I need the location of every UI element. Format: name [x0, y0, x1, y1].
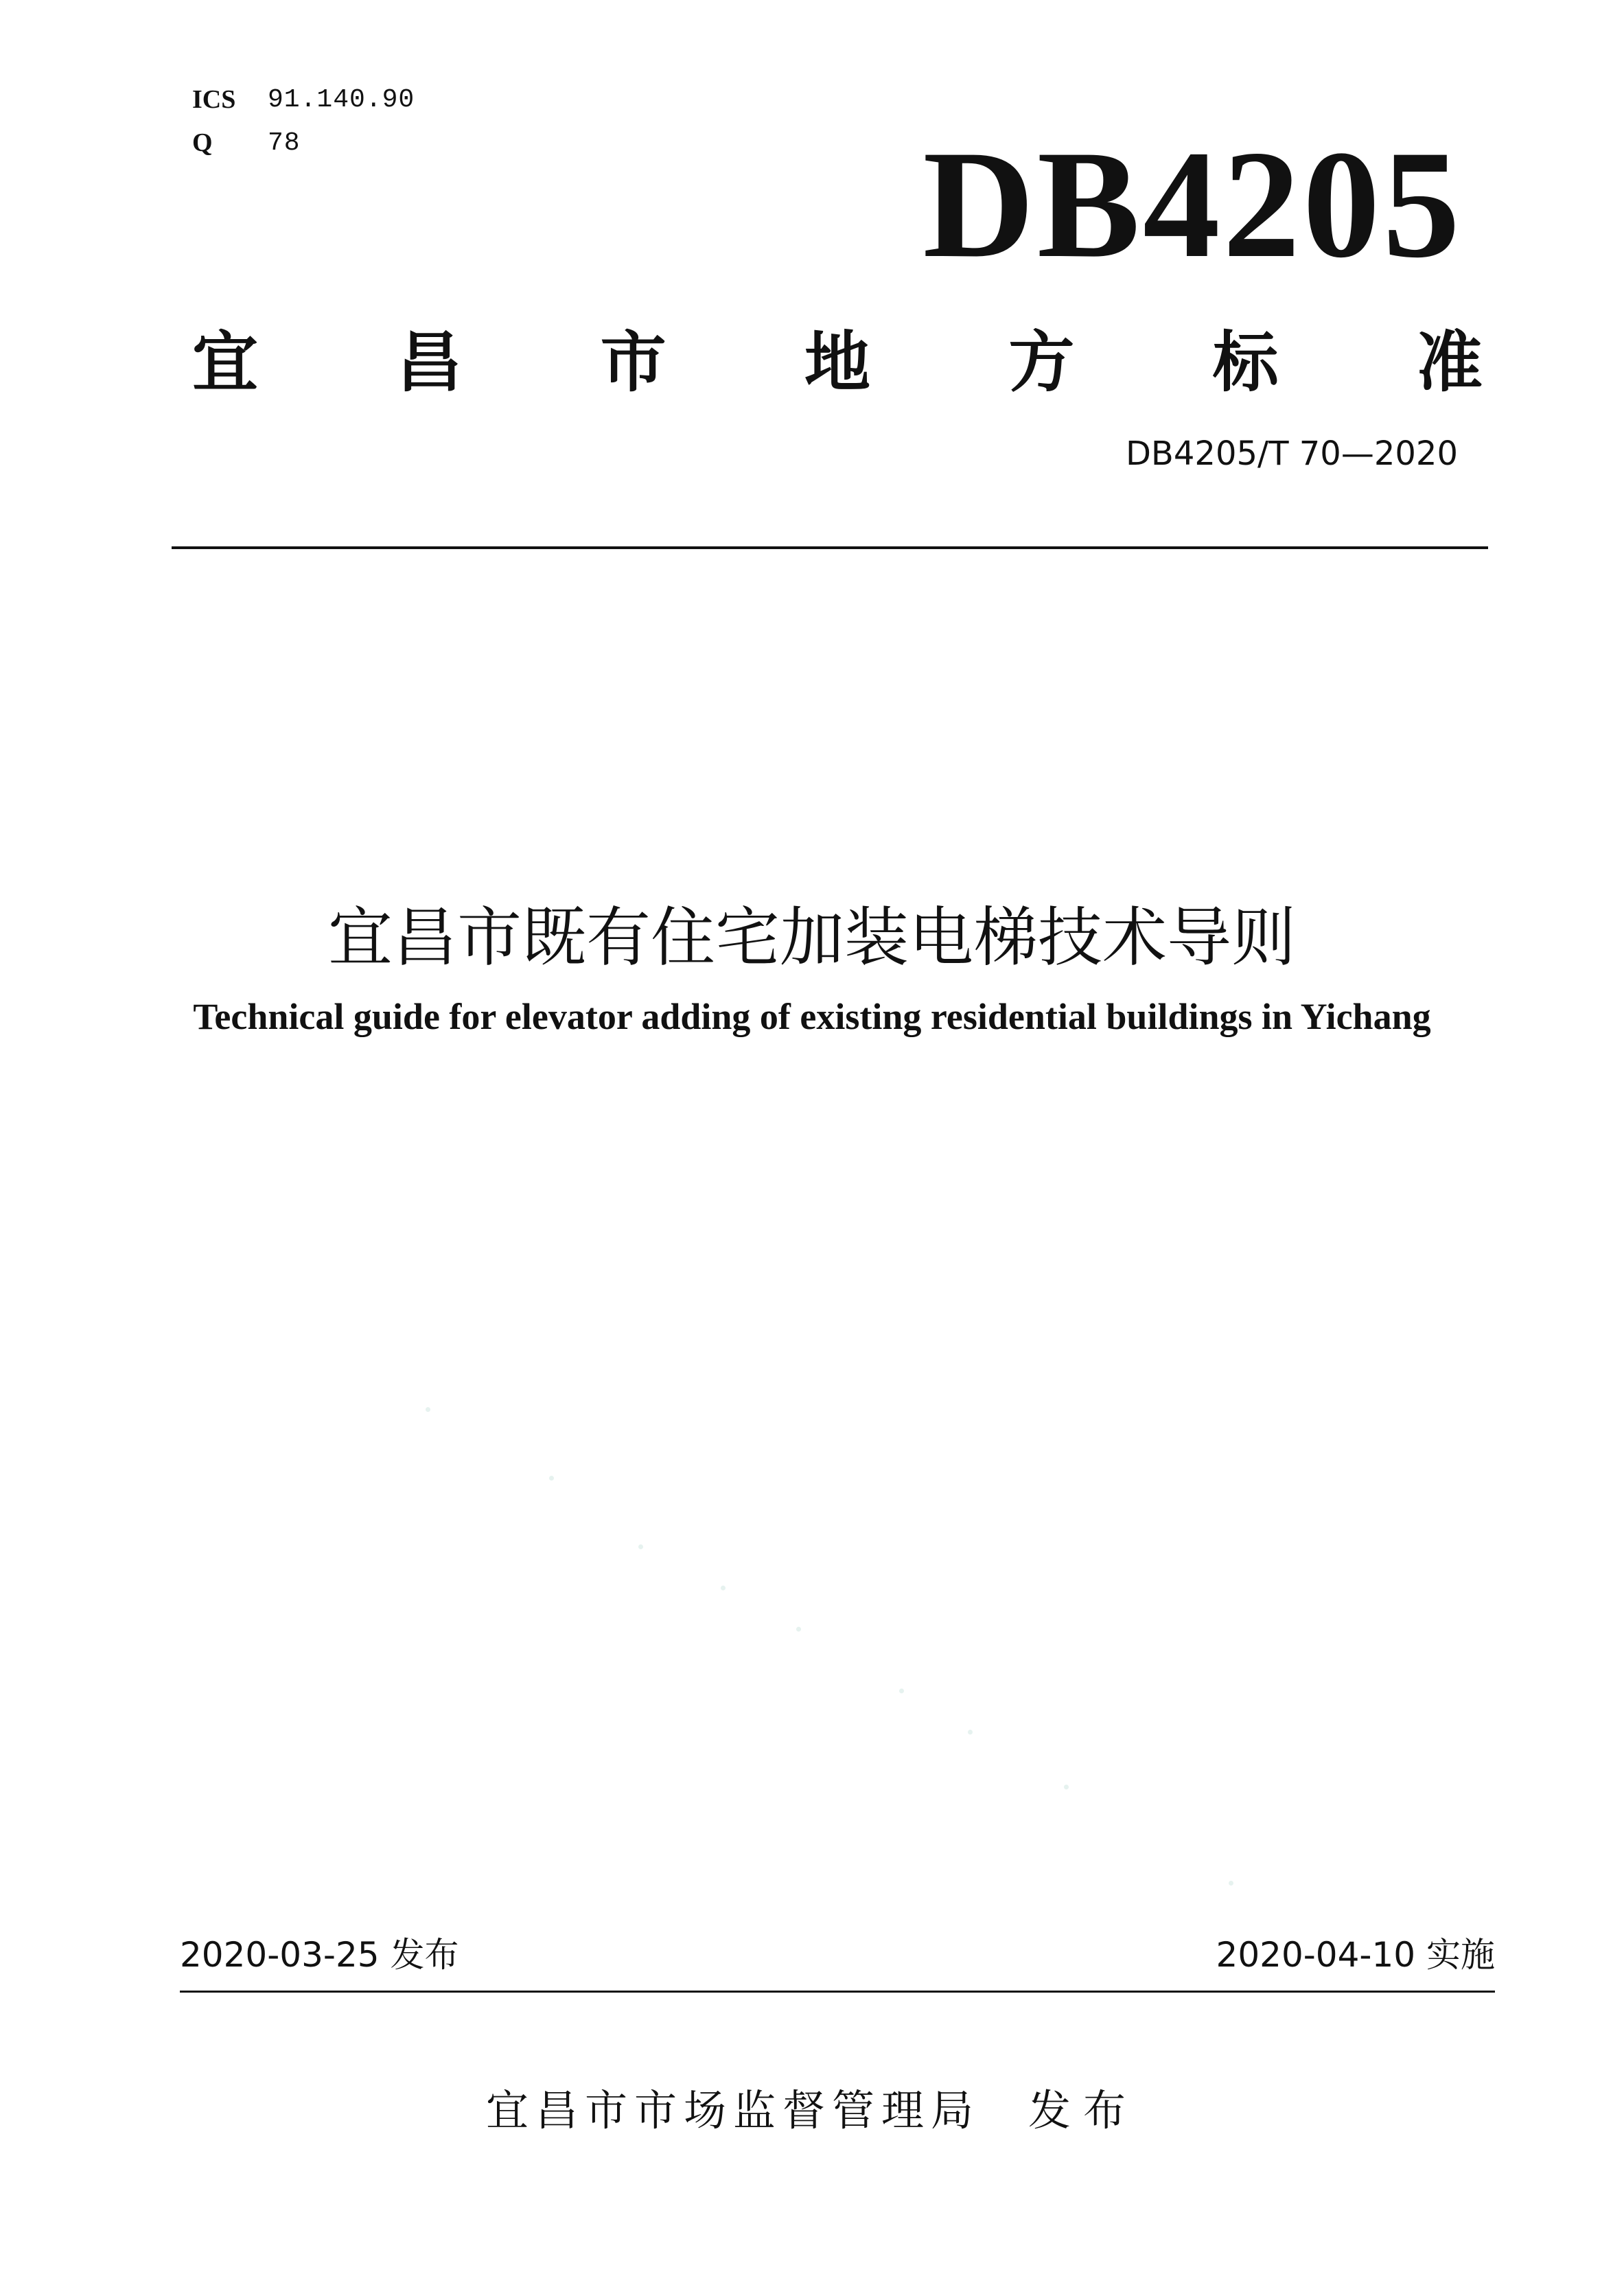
implement-date: 2020-04-10 实施 — [1216, 1935, 1495, 1975]
chinese-title: 宜昌市既有住宅加装电梯技术导则 — [327, 901, 1296, 975]
scan-speck — [426, 1407, 430, 1412]
category-char: 标 — [1212, 323, 1279, 401]
scan-speck — [1064, 1785, 1069, 1789]
category-char: 昌 — [396, 323, 463, 401]
standard-category-title — [192, 312, 1483, 402]
category-char: 宜 — [192, 323, 258, 401]
scan-speck — [638, 1544, 643, 1549]
ics-label: ICS — [192, 85, 236, 114]
standard-number: DB4205/T 70—2020 — [1125, 434, 1458, 473]
category-char: 准 — [1416, 323, 1483, 401]
q-label: Q — [192, 128, 213, 157]
scan-speck — [899, 1689, 904, 1693]
q-value: 78 — [268, 128, 301, 158]
scan-speck — [549, 1476, 554, 1481]
english-title: Technical guide for elevator adding of existing residential buildings in Yichang — [193, 996, 1431, 1037]
bottom-divider — [180, 1991, 1495, 1993]
scan-speck — [1229, 1881, 1233, 1886]
issuer-name: 宜昌市市场监督管理局 — [485, 2085, 980, 2135]
top-divider — [172, 546, 1488, 549]
q-code-row — [192, 122, 301, 163]
ics-value: 91.140.90 — [268, 84, 415, 115]
issuer-line — [0, 2076, 1624, 2137]
category-char: 方 — [1008, 323, 1075, 401]
standard-mark: DB4205 — [923, 118, 1463, 290]
category-char: 地 — [804, 323, 870, 401]
category-char: 市 — [600, 323, 666, 401]
ics-code-row — [192, 79, 415, 120]
issuer-action: 发布 — [1028, 2085, 1139, 2135]
scan-speck — [721, 1586, 726, 1590]
publish-date: 2020-03-25 发布 — [180, 1935, 459, 1975]
scan-speck — [968, 1730, 973, 1735]
scan-speck — [796, 1627, 801, 1632]
